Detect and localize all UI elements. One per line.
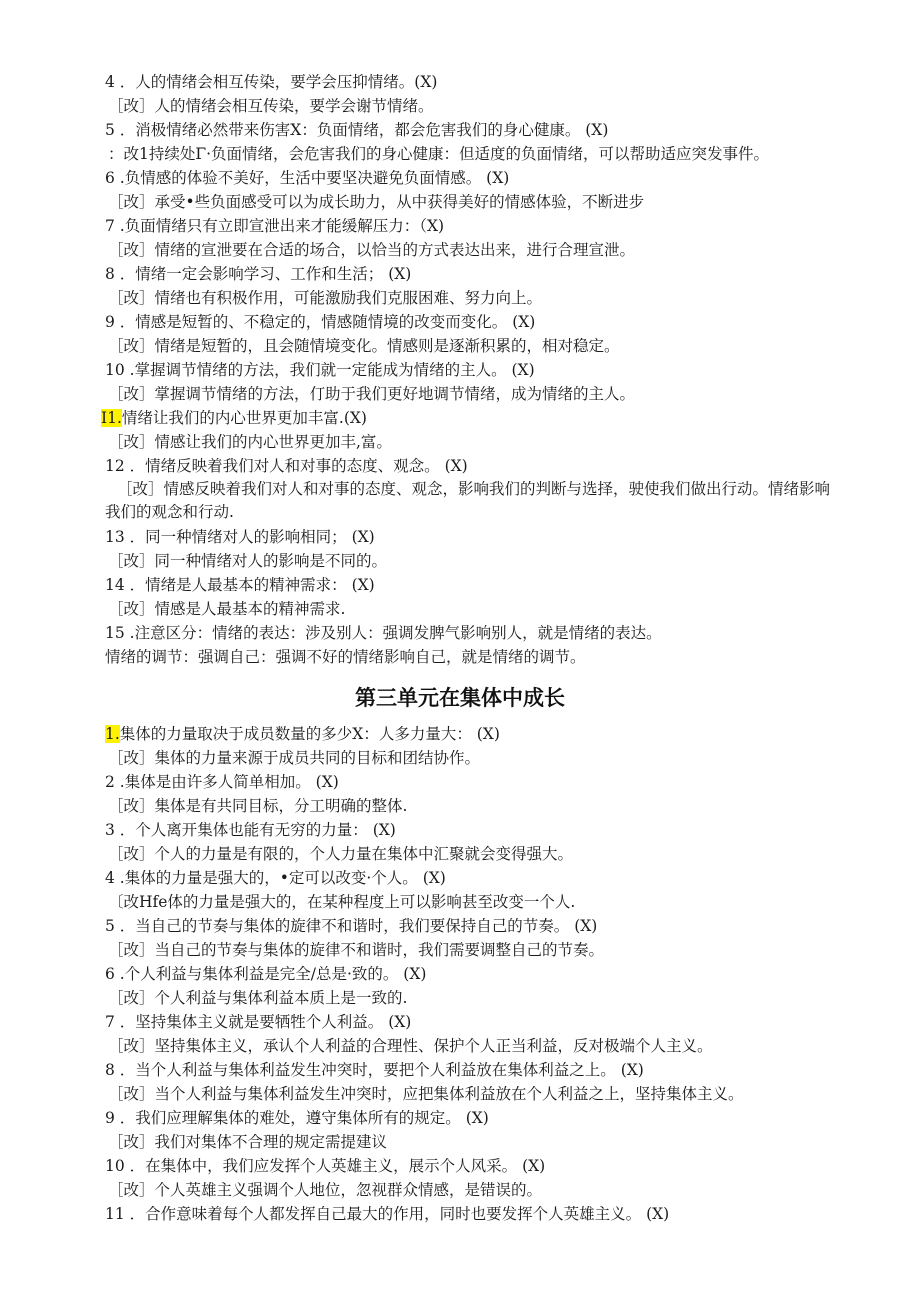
item-11-number-highlight: I1. [101,409,122,427]
item-8: 8 ．情绪一定会影响学习、工作和生活； (X) [105,265,412,283]
unit3-item-9-correction: ［改］我们对集体不合理的规定需提建议 [108,1133,388,1151]
unit3-item-9: 9 ．我们应理解集体的难处，遵守集体所有的规定。 (X) [105,1109,489,1127]
item-4: 4 ．人的情绪会相互传染，要学会压抑情绪。(X) [105,73,438,91]
unit3-item-2: 2 .集体是由许多人简单相加。 (X) [105,773,339,791]
item-15: 15 .注意区分：情绪的表达：涉及别人：强调发脾气影响别人，就是情绪的表达。 [105,624,662,642]
unit3-item-11: 11 ．合作意味着每个人都发挥自己最大的作用，同时也要发挥个人英雄主义。 (X) [105,1205,670,1223]
item-10-correction: ［改］掌握调节情绪的方法，仃助于我们更好地调节情绪，成为情绪的主人。 [108,385,636,403]
unit3-item-10: 10 ．在集体中，我们应发挥个人英雄主义，展示个人风采。 (X) [105,1157,546,1175]
item-9-correction: ［改］情绪是短暂的，且会随情境变化。情感则是逐渐积累的，相对稳定。 [108,337,620,355]
unit3-item-7: 7 ．坚持集体主义就是要牺牲个人利益。 (X) [105,1013,412,1031]
item-5: 5 ．消极情绪必然带来伤害X：负面情绪，都会危害我们的身心健康。 (X) [105,121,609,139]
unit3-item-3-correction: ［改］个人的力量是有限的，个人力量在集体中汇聚就会变得强大。 [108,845,574,863]
item-11 [101,408,367,428]
unit3-item-2-correction: ［改］集体是有共同目标，分工明确的整体. [108,797,408,815]
unit3-item-1 [105,724,500,744]
unit3-item-1-number-highlight: 1. [105,725,120,743]
unit3-item-6: 6 .个人利益与集体利益是完全/总是·致的。 (X) [105,965,427,983]
item-11-correction: ［改］情感让我们的内心世界更加丰,富。 [108,433,392,451]
unit3-item-6-correction: ［改］个人利益与集体利益本质上是一致的. [108,989,408,1007]
item-6-correction: ［改］承受•些负面感受可以为成长助力，从中获得美好的情感体验，不断进步 [108,193,645,211]
unit3-item-4-correction: 〔改Hfe体的力量是强大的，在某种程度上可以影响甚至改变一个人. [108,893,576,911]
unit3-item-10-correction: ［改］个人英雄主义强调个人地位，忽视群众情感，是错误的。 [108,1181,543,1199]
unit3-item-8: 8 ．当个人利益与集体利益发生冲突时，要把个人利益放在集体利益之上。 (X) [105,1061,644,1079]
item-9: 9 ．情感是短暂的、不稳定的，情感随情境的改变而变化。 (X) [105,313,536,331]
unit3-item-7-correction: ［改］坚持集体主义，承认个人利益的合理性、保护个人正当利益，反对极端个人主义。 [108,1037,713,1055]
unit3-item-8-correction: ［改］当个人利益与集体利益发生冲突时，应把集体利益放在个人利益之上，坚持集体主义。 [108,1085,744,1103]
unit3-item-5: 5 ．当自己的节奏与集体的旋律不和谐时，我们要保持自己的节奏。 (X) [105,917,598,935]
item-13: 13 ．同一种情绪对人的影响相同； (X) [105,528,375,546]
item-11-text: 情绪让我们的内心世界更加丰富.(X) [121,409,367,427]
unit3-item-1-correction: ［改］集体的力量来源于成员共同的目标和团结协作。 [108,749,481,767]
item-7-correction: ［改］情绪的宣泄要在合适的场合，以恰当的方式表达出来，进行合理宣泄。 [108,241,636,259]
item-8-correction: ［改］情绪也有积极作用，可能激励我们克服困难、努力向上。 [108,289,543,307]
item-10: 10 .掌握调节情绪的方法，我们就一定能成为情绪的主人。 (X) [105,361,535,379]
item-4-correction: ［改］人的情绪会相互传染，要学会谢节情绪。 [108,97,434,115]
unit3-item-5-correction: ［改］当自己的节奏与集体的旋律不和谐时，我们需要调整自己的节奏。 [108,941,605,959]
item-15-continued: 情绪的调节：强调自己：强调不好的情绪影响自己，就是情绪的调节。 [105,648,586,666]
unit3-item-4: 4 .集体的力量是强大的，•定可以改变·个人。 (X) [105,869,446,887]
item-12-correction: ［改］情感反映着我们对人和对事的态度、观念，影响我们的判断与选择，驶使我们做出行动。情绪影响我们的观念和行动. [105,480,831,521]
item-5-correction: ：改1持续处Γ·负面情绪，会危害我们的身心健康：但适度的负面情绪，可以帮助适应突发事件。 [108,145,770,163]
unit3-item-1-text: 集体的力量取决于成员数量的多少X：人多力量大： (X) [119,725,500,743]
unit3-item-3: 3 ．个人离开集体也能有无穷的力量： (X) [105,821,396,839]
item-7: 7 .负面情绪只有立即宣泄出来才能缓解压力：（X) [105,217,445,235]
item-14: 14 ．情绪是人最基本的精神需求： (X) [105,576,375,594]
unit-heading: 第三单元在集体中成长 [355,686,565,710]
item-13-correction: ［改］同一种情绪对人的影响是不同的。 [108,552,388,570]
item-6: 6 .负情感的体验不美好，生活中要坚决避免负面情感。 (X) [105,169,510,187]
item-12: 12 ．情绪反映着我们对人和对事的态度、观念。 (X) [105,457,468,475]
item-14-correction: ［改］情感是人最基本的精神需求. [108,600,346,618]
